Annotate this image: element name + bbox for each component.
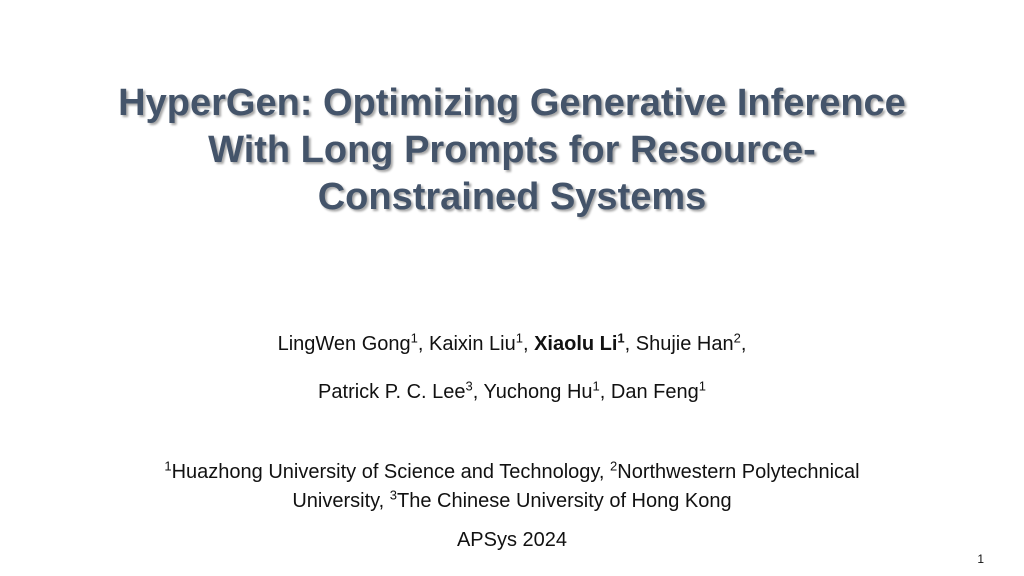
affiliation-text: The Chinese University of Hong Kong <box>397 490 732 512</box>
author-name: Shujie Han <box>635 333 734 355</box>
author-name: Dan Feng <box>610 381 699 403</box>
author-separator: , <box>472 381 484 403</box>
venue: APSys 2024 <box>456 529 568 551</box>
affiliation-text: Huazhong University of Science and Technology, <box>171 461 611 483</box>
author-affiliation-mark: 1 <box>617 330 625 346</box>
affiliation-number: 1 <box>164 458 172 474</box>
author-affiliation-mark: 3 <box>465 378 473 394</box>
author-name: Patrick P. C. Lee <box>318 381 466 403</box>
author-affiliation-mark: 1 <box>410 330 418 346</box>
author-name-presenter: Xiaolu Li <box>534 333 618 355</box>
author-name: Kaixin Liu <box>429 333 516 355</box>
affiliations <box>0 458 1024 516</box>
title-line: Constrained Systems <box>317 176 707 218</box>
title-line: HyperGen: Optimizing Generative Inference <box>118 82 906 124</box>
author-separator: , <box>417 333 429 355</box>
page-number: 1 <box>977 552 984 566</box>
author-affiliation-mark: 2 <box>733 330 741 346</box>
authors-line: LingWen Gong$^1$, Kaixin Liu$^1$, Xiaolu Li$^1$, Shujie Han$^2$, <box>277 330 747 355</box>
author-affiliation-mark: 1 <box>592 378 600 394</box>
affiliation-number: 2 <box>610 458 618 474</box>
author-separator: , <box>522 333 535 355</box>
title-line: With Long Prompts for Resource- <box>208 129 816 171</box>
affiliation-text: Northwestern Polytechnical <box>617 461 860 483</box>
author-affiliation-mark: 1 <box>698 378 706 394</box>
author-separator: , <box>599 381 611 403</box>
affiliation-number: 3 <box>389 487 398 503</box>
author-name: Yuchong Hu <box>483 381 593 403</box>
author-separator: , <box>624 333 636 355</box>
authors-line <box>0 380 1024 404</box>
author-affiliation-mark: 1 <box>515 330 523 346</box>
affiliation-line <box>0 487 1024 516</box>
affiliation-text: University, <box>292 490 390 512</box>
affiliation-line <box>0 458 1024 487</box>
slide-title <box>0 80 1024 221</box>
author-name: LingWen Gong <box>277 333 411 355</box>
